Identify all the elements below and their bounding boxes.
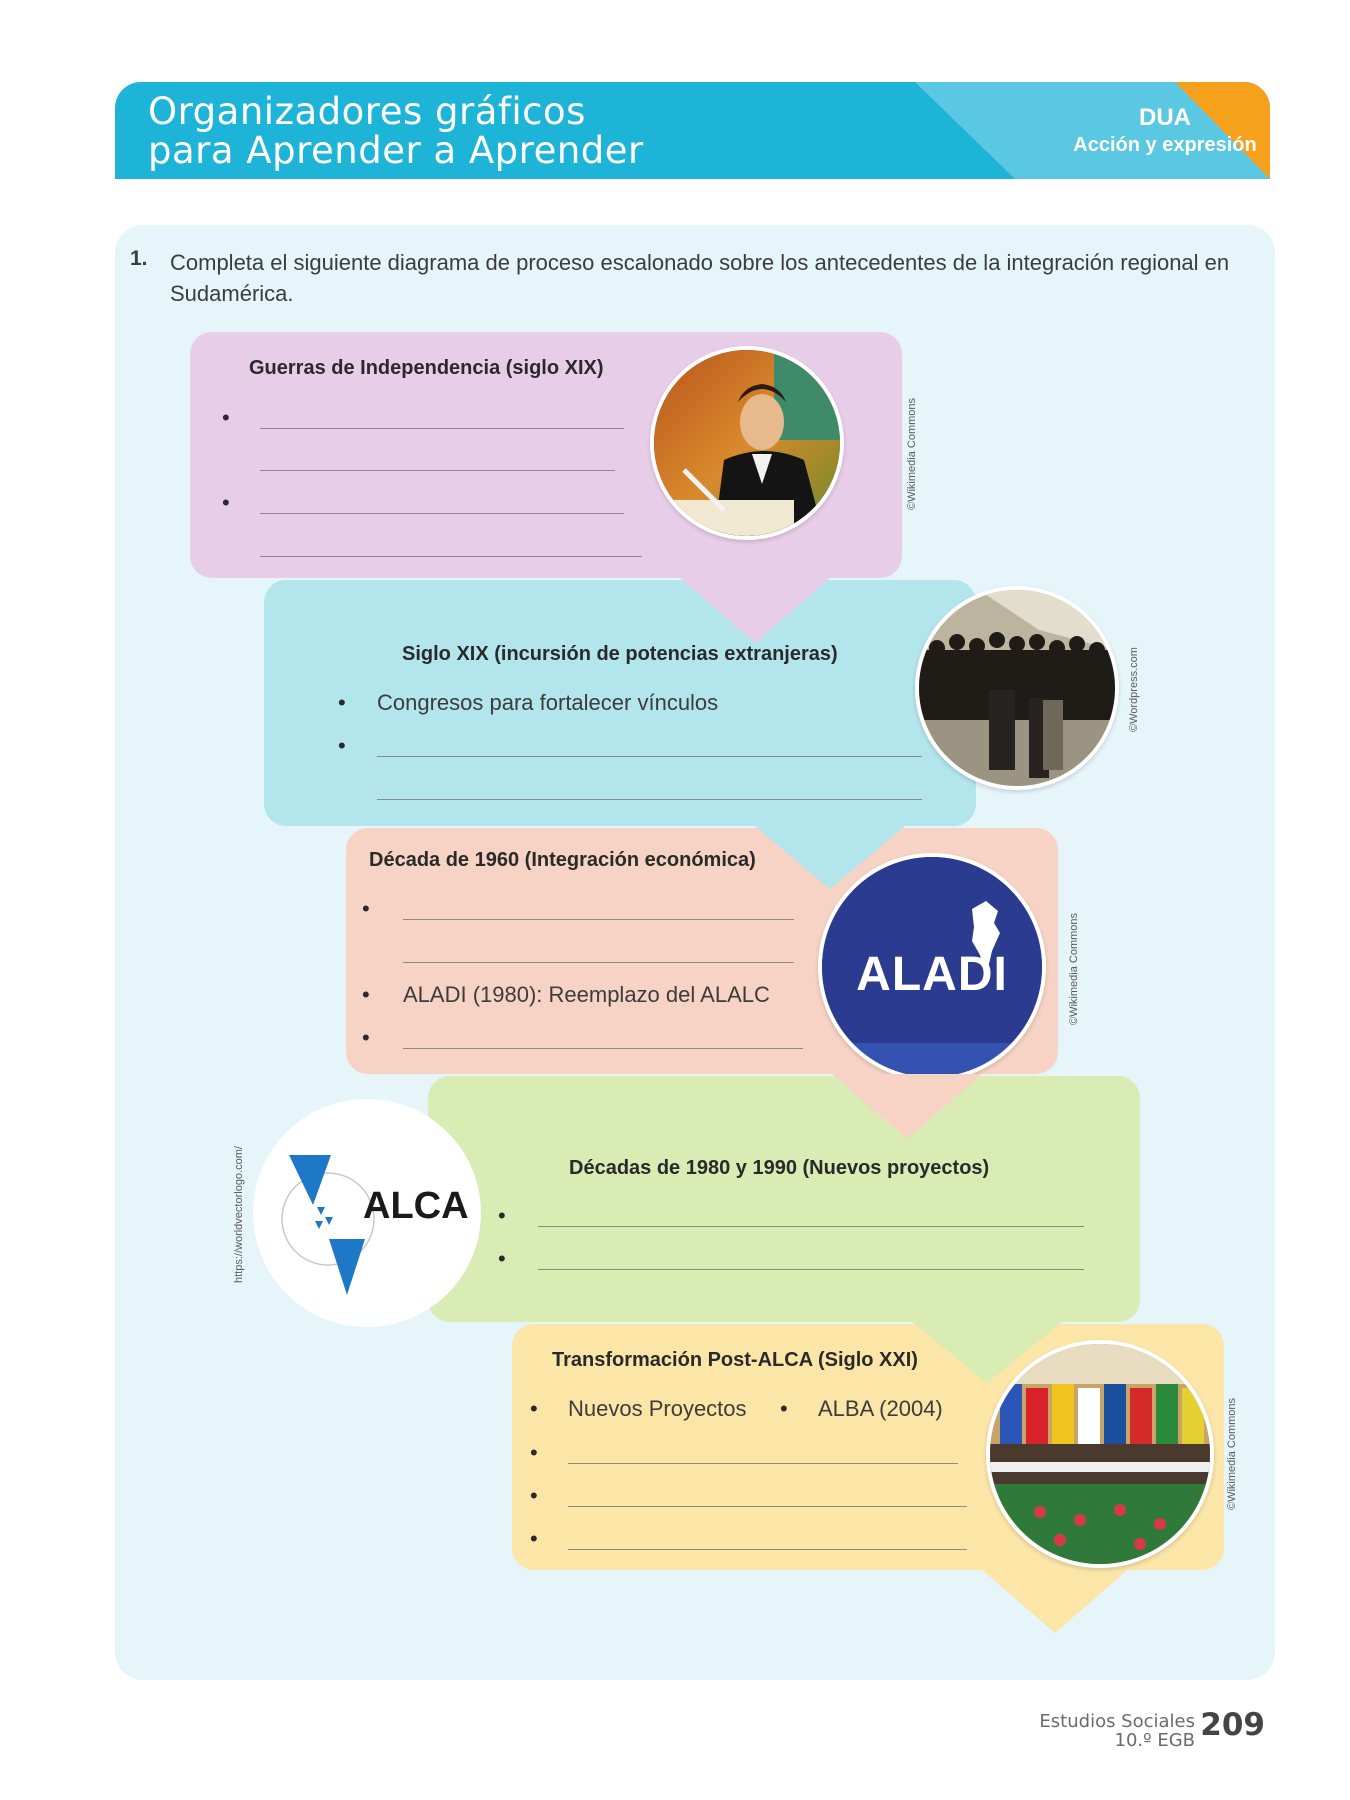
given-answer: ALBA (2004)	[818, 1396, 943, 1421]
image-credit: ©Wikimedia Commons	[1068, 912, 1080, 1025]
given-answer: Nuevos Proyectos	[568, 1396, 747, 1421]
bullet-symbol: •	[498, 1246, 506, 1271]
bullet-symbol: •	[530, 1440, 538, 1465]
dua-subtitle: Acción y expresión	[1073, 134, 1257, 156]
step-box-new-projects	[428, 1076, 1140, 1322]
page-title: Organizadores gráficos para Aprender a Aprender	[148, 90, 644, 172]
bullet-symbol: •	[530, 1483, 538, 1508]
aladi-logo-text: ALADI	[856, 948, 1008, 1001]
dua-label: DUA	[1139, 104, 1191, 131]
alba-summit-photo	[986, 1340, 1214, 1568]
given-answer: Congresos para fortalecer vínculos	[377, 690, 719, 715]
bullet-symbol: •	[362, 896, 370, 921]
step-heading: Transformación Post-ALCA (Siglo XXI)	[552, 1349, 918, 1371]
answer-line[interactable]	[260, 470, 615, 471]
footer-subject	[1039, 1712, 1195, 1750]
answer-line[interactable]	[260, 513, 624, 514]
bullet-symbol: •	[362, 1025, 370, 1050]
answer-line[interactable]	[568, 1506, 967, 1507]
image-credit: ©Wordpress.com	[1128, 647, 1140, 732]
page-number: 209	[1200, 1707, 1265, 1743]
answer-line[interactable]	[568, 1549, 967, 1550]
answer-line[interactable]	[403, 919, 794, 920]
answer-line[interactable]	[377, 799, 922, 800]
alca-logo	[253, 1099, 481, 1327]
step-heading: Siglo XIX (incursión de potencias extranjeras)	[402, 643, 838, 665]
bullet-symbol: •	[338, 690, 346, 715]
bullet-symbol: •	[780, 1396, 788, 1421]
bolivar-portrait-photo	[650, 346, 844, 540]
header-banner	[115, 82, 1270, 179]
step-heading: Décadas de 1980 y 1990 (Nuevos proyectos)	[569, 1157, 990, 1179]
answer-line[interactable]	[403, 962, 794, 963]
bullet-symbol: •	[222, 405, 230, 430]
answer-line[interactable]	[260, 556, 642, 557]
alca-logo-text: ALCA	[363, 1185, 469, 1227]
answer-line[interactable]	[538, 1226, 1084, 1227]
bullet-symbol: •	[222, 490, 230, 515]
answer-line[interactable]	[377, 756, 922, 757]
answer-line[interactable]	[538, 1269, 1084, 1270]
bullet-symbol: •	[498, 1203, 506, 1228]
bullet-symbol: •	[362, 982, 370, 1007]
answer-line[interactable]	[260, 428, 624, 429]
footer-grade: 10.º EGB	[1114, 1730, 1195, 1751]
bullet-symbol: •	[530, 1526, 538, 1551]
aladi-logo	[818, 853, 1046, 1081]
given-answer: ALADI (1980): Reemplazo del ALALC	[403, 982, 770, 1007]
image-credit: https://worldvectorlogo.com/	[233, 1146, 245, 1283]
bullet-symbol: •	[530, 1396, 538, 1421]
question-number: 1.	[130, 247, 148, 270]
congress-group-photo	[915, 586, 1119, 790]
bullet-symbol: •	[338, 733, 346, 758]
footer-subject-name: Estudios Sociales	[1039, 1711, 1195, 1732]
answer-line[interactable]	[568, 1463, 958, 1464]
step-heading: Década de 1960 (Integración económica)	[369, 849, 756, 871]
answer-line[interactable]	[403, 1048, 803, 1049]
image-credit: ©Wikimedia Commons	[906, 397, 918, 510]
image-credit: ©Wikimedia Commons	[1226, 1397, 1238, 1510]
step-heading: Guerras de Independencia (siglo XIX)	[249, 357, 604, 379]
question-instruction: Completa el siguiente diagrama de proceso escalonado sobre los antecedentes de la integración regional en Sudamérica.	[170, 250, 1230, 306]
